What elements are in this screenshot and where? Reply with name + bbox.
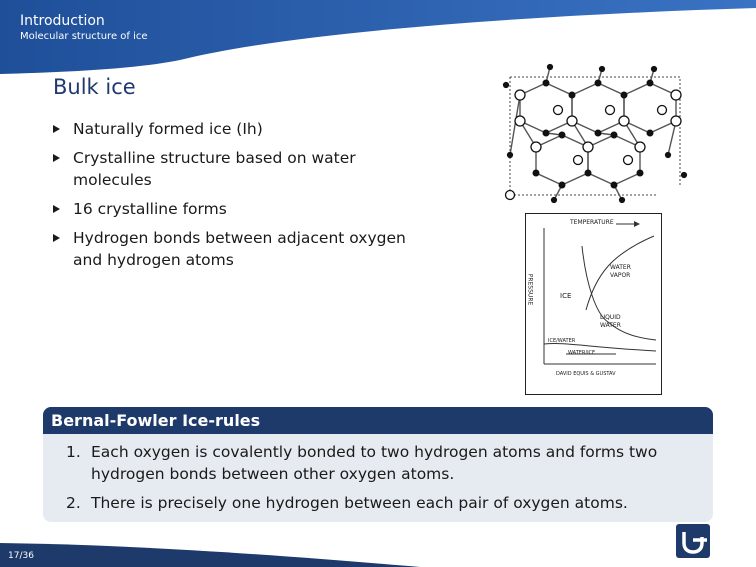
ice-label: ICE bbox=[560, 292, 572, 300]
triangle-bullet-icon bbox=[53, 154, 60, 162]
phase-diagram-lines bbox=[526, 214, 661, 394]
list-item: 1. Each oxygen is covalently bonded to two hydrogen atoms and forms two hydrogen bonds between other oxygen atoms. bbox=[66, 443, 658, 483]
ice-water-label: ICE/WATER bbox=[548, 338, 576, 344]
list-item: 2. There is precisely one hydrogen between each pair of oxygen atoms. bbox=[66, 494, 628, 512]
water-ice-label: WATER/ICE bbox=[568, 350, 596, 356]
ice-lattice-image bbox=[498, 55, 693, 205]
bullet-item: Naturally formed ice (Ih) bbox=[50, 118, 430, 140]
phase-diagram-footer-label: DAVID EQUIS & GUSTAV bbox=[556, 371, 616, 377]
ice-rules-list bbox=[43, 441, 713, 514]
bullet-item: 16 crystalline forms bbox=[50, 198, 430, 220]
phase-diagram bbox=[525, 213, 662, 395]
water-vapor-label: WATER VAPOR bbox=[610, 264, 631, 279]
subsection-title: Molecular structure of ice bbox=[20, 31, 148, 42]
ice-rules-block bbox=[43, 407, 713, 522]
triangle-bullet-icon bbox=[53, 205, 60, 213]
footer-wave bbox=[0, 535, 756, 567]
temperature-label: TEMPERATURE bbox=[570, 219, 614, 226]
section-title: Introduction bbox=[20, 13, 105, 29]
slide-title: Bulk ice bbox=[53, 75, 136, 99]
bullet-item: Crystalline structure based on water molecules bbox=[50, 147, 430, 191]
footer-banner bbox=[0, 535, 756, 567]
triangle-bullet-icon bbox=[53, 234, 60, 242]
block-title: Bernal-Fowler Ice-rules bbox=[43, 407, 713, 434]
page-number: 17/36 bbox=[8, 551, 34, 561]
list-number: 2. bbox=[66, 494, 81, 512]
liquid-water-label: LIQUID WATER bbox=[600, 314, 621, 329]
bullet-list bbox=[50, 118, 430, 278]
triangle-bullet-icon bbox=[53, 125, 60, 133]
bullet-item: Hydrogen bonds between adjacent oxygen and hydrogen atoms bbox=[50, 227, 430, 271]
pressure-label: PRESSURE bbox=[526, 273, 534, 306]
university-logo-icon bbox=[675, 523, 711, 559]
list-number: 1. bbox=[66, 443, 81, 461]
